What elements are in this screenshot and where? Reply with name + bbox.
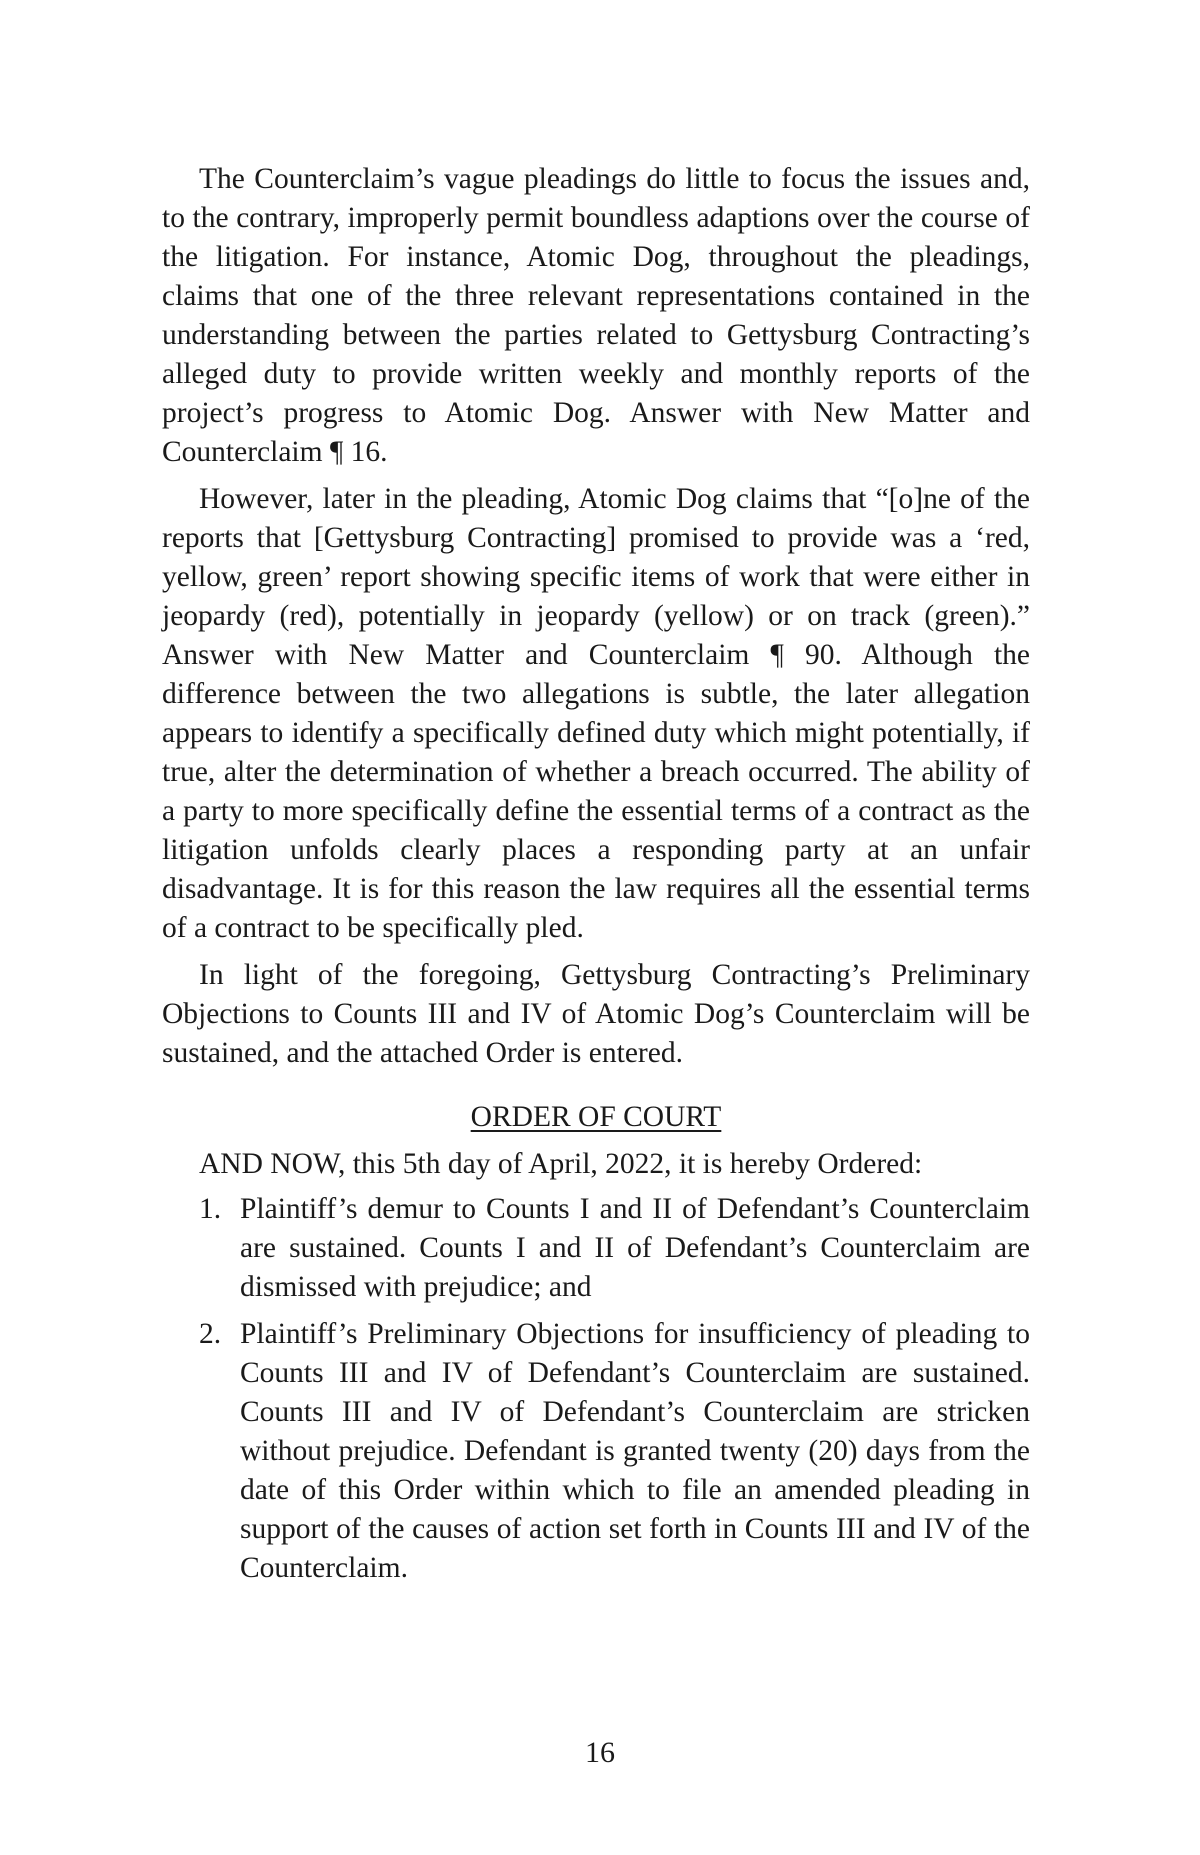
order-list: [162, 1190, 1030, 1588]
order-item-number: 1.: [199, 1193, 222, 1225]
order-item-text: Plaintiff’s Preliminary Objections for insufficiency of pleading to Counts III and IV of Defendant’s Counterclaim are sustained. Counts III and IV of Defendant’s Counterclaim are stricken without prejudice. Defendant is granted twenty (20) days from the date of this Order within which to file an amended pleading in support of the causes of action set forth in Counts III and IV of the Counterclaim.: [240, 1318, 1030, 1584]
page-number: 16: [585, 1736, 615, 1769]
order-item-1: [162, 1190, 1030, 1307]
order-intro: AND NOW, this 5th day of April, 2022, it is hereby Ordered:: [199, 1148, 923, 1180]
order-item-number: 2.: [199, 1318, 222, 1350]
order-item-text: Plaintiff’s demur to Counts I and II of Defendant’s Counterclaim are sustained. Counts I and II of Defendant’s Counterclaim are dismissed with prejudice; and: [240, 1193, 1030, 1303]
body-paragraph-1: The Counterclaim’s vague pleadings do little to focus the issues and, to the contrary, improperly permit boundless adaptions over the course of the litigation. For instance, Atomic Dog, throughout the pleadings, claims that one of the three relevant representations contained in the understanding between the parties related to Gettysburg Contracting’s alleged duty to provide written weekly and monthly reports of the project’s progress to Atomic Dog. Answer with New Matter and Counterclaim ¶ 16.: [162, 163, 1030, 468]
document-page: [162, 160, 1030, 1596]
order-item-2: [162, 1315, 1030, 1588]
body-paragraph-3: In light of the foregoing, Gettysburg Contracting’s Preliminary Objections to Counts III and IV of Atomic Dog’s Counterclaim will be sustained, and the attached Order is entered.: [162, 959, 1030, 1069]
order-heading-text: ORDER OF COURT: [470, 1101, 722, 1133]
body-paragraph-2: However, later in the pleading, Atomic Dog claims that “[o]ne of the reports that [Gettysburg Contracting] promised to provide was a ‘red, yellow, green’ report showing specific items of work that were either in jeopardy (red), potentially in jeopardy (yellow) or on track (green).” Answer with New Matter and Counterclaim ¶ 90. Although the difference between the two allegations is subtle, the later allegation appears to identify a specifically defined duty which might potentially, if true, alter the determination of whether a breach occurred. The ability of a party to more specifically define the essential terms of a contract as the litigation unfolds clearly places a responding party at an unfair disadvantage. It is for this reason the law requires all the essential terms of a contract to be specifically pled.: [162, 483, 1030, 944]
order-heading: [162, 1098, 1030, 1137]
